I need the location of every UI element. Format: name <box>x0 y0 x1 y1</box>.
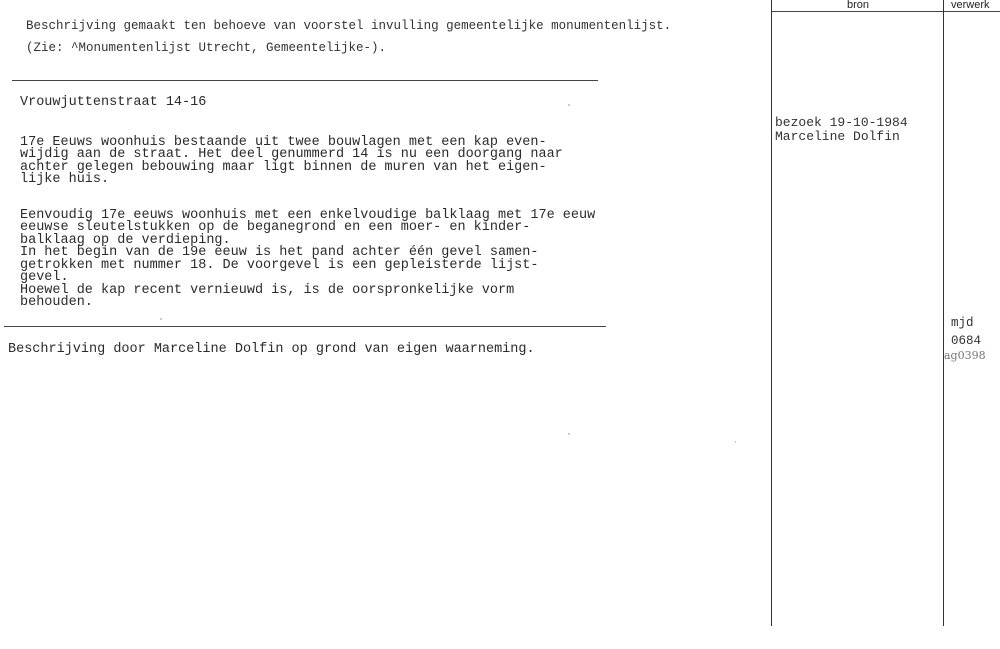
para2-line: eeuwse sleutelstukken op de beganegrond en een moer- en kinder- <box>20 220 531 235</box>
para1-line: 17e Eeuws woonhuis bestaande uit twee bouwlagen met een kap even- <box>20 134 547 150</box>
para1-line: achter gelegen bebouwing maar ligt binnen de muren van het eigen- <box>20 159 547 175</box>
record-bottom-rule <box>4 326 606 327</box>
column-rule-right <box>943 0 944 626</box>
verwerkt-initials: mjd <box>951 316 974 330</box>
verwerkt-code: 0684 <box>951 334 982 348</box>
para2-line: balklaag op de verdieping. <box>20 232 231 248</box>
scan-speck <box>568 104 570 106</box>
column-header-rule <box>771 11 1000 12</box>
bron-author: Marceline Dolfin <box>775 129 900 144</box>
intro-line-1: Beschrijving gemaakt ten behoeve van voorstel invulling gemeentelijke monumentenlijst. <box>26 19 672 33</box>
column-rule-left <box>771 0 772 626</box>
para1-line: lijke huis. <box>20 172 110 187</box>
para1-line: wijdig aan de straat. Het deel genummerd 14 is nu een doorgang naar <box>20 147 563 162</box>
para2-line: Hoewel de kap recent vernieuwd is, is de oorspronkelijke vorm <box>20 282 515 298</box>
record-title: Vrouwjuttenstraat 14-16 <box>20 95 207 110</box>
column-header-bron: bron <box>846 0 870 11</box>
para2-line: Eenvoudig 17e eeuws woonhuis met een enkelvoudige balklaag met 17e eeuw <box>20 207 596 223</box>
scan-speck <box>160 318 162 320</box>
para2-line: behouden. <box>20 295 93 310</box>
footer-note: Beschrijving door Marceline Dolfin op grond van eigen waarneming. <box>8 342 535 357</box>
record-paragraph-1 <box>20 124 563 199</box>
bron-visit-date: bezoek 19-10-1984 <box>775 115 908 130</box>
record-paragraph-2 <box>20 197 595 322</box>
para2-line: gevel. <box>20 270 69 285</box>
para2-line: getrokken met nummer 18. De voorgevel is een gepleisterde lijst- <box>20 257 539 273</box>
record-top-rule <box>12 80 598 81</box>
para2-line: In het begin van de 19e eeuw is het pand achter één gevel samen- <box>20 245 539 260</box>
scan-speck <box>568 433 570 435</box>
verwerkt-reference: ag0398 <box>944 349 986 362</box>
intro-line-2: (Zie: ^Monumentenlijst Utrecht, Gemeentelijke-). <box>26 41 387 55</box>
column-header-verwerkt: verwerk <box>951 0 990 11</box>
scan-speck <box>735 441 736 443</box>
